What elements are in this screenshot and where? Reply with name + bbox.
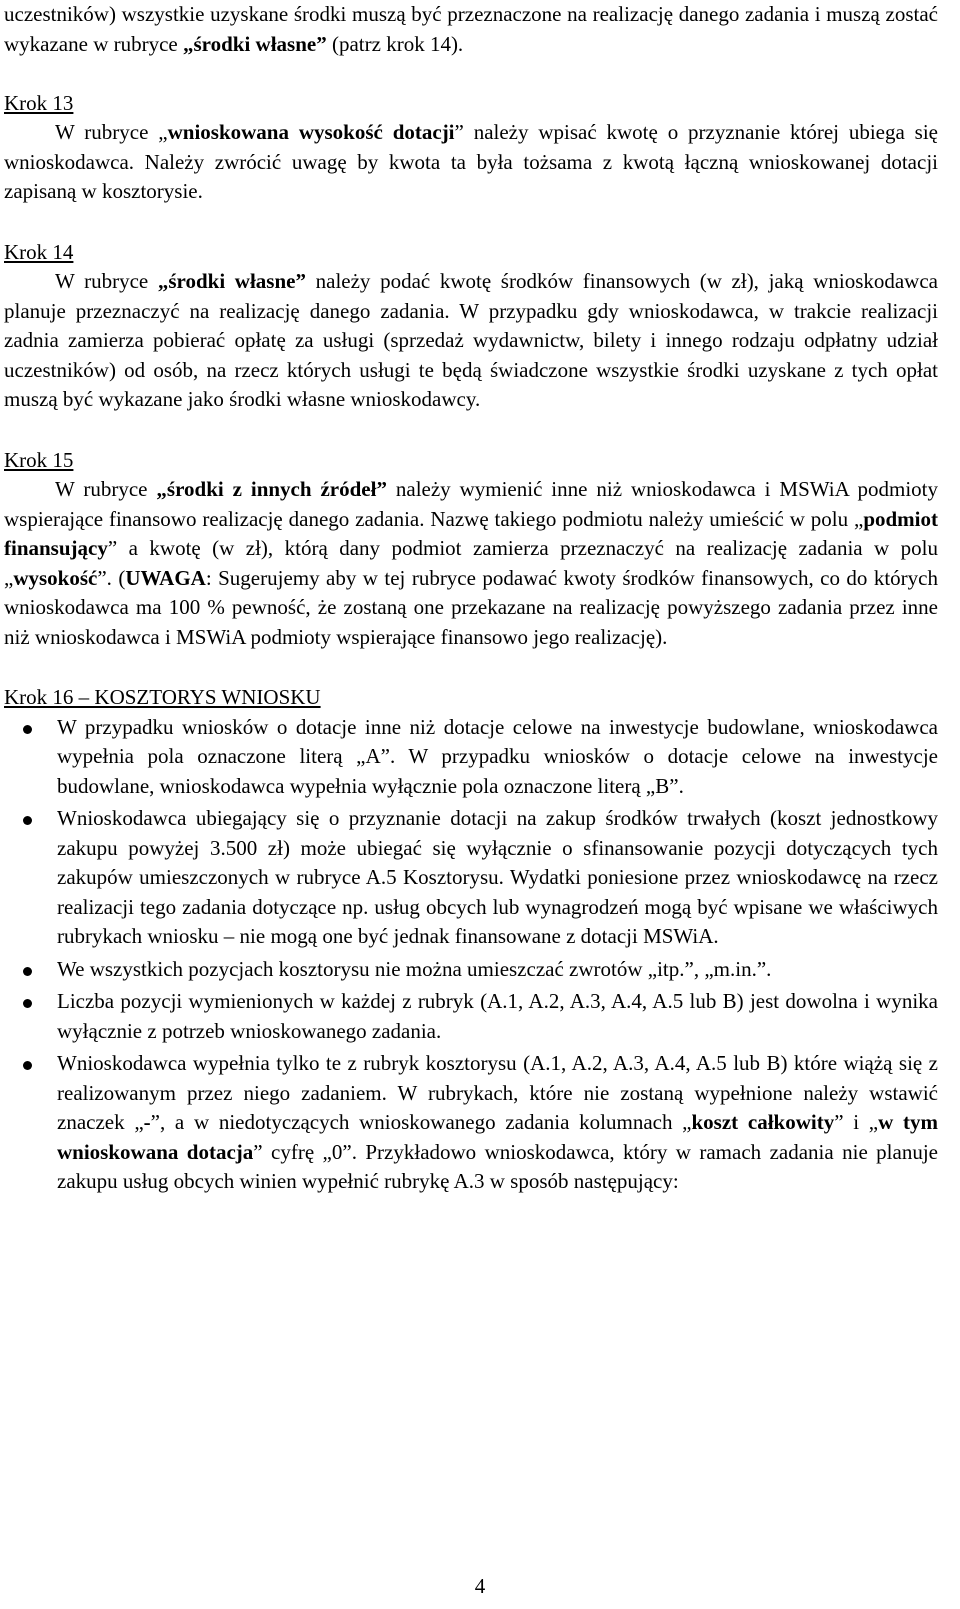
page-number: 4 — [474, 1574, 486, 1598]
list-item — [57, 713, 938, 802]
bullet-icon — [23, 725, 32, 734]
krok-13-text-1: W rubryce „ — [55, 120, 168, 144]
list-item-text: ” i „ — [834, 1110, 879, 1134]
bullet-icon — [23, 1061, 32, 1070]
intro-paragraph — [4, 0, 938, 59]
krok-14-body — [4, 267, 938, 415]
intro-text-1: uczestników) wszystkie uzyskane środki muszą być przeznaczone na realizację danego zadania i muszą zostać wykazane w rubryce — [4, 2, 938, 56]
krok-15-bold-1: „środki z innych źródeł” — [156, 477, 387, 501]
krok-15-body — [4, 475, 938, 652]
section-krok-14 — [4, 238, 938, 415]
krok-13-body — [4, 118, 938, 207]
section-krok-13 — [4, 89, 938, 207]
krok-15-bold-4: UWAGA — [125, 565, 206, 590]
list-item-text: Liczba pozycji wymienionych w każdej z rubryk (A.1, A.2, A.3, A.4, A.5 lub B) jest dowolna i wynika wyłącznie z potrzeb wnioskowanego zadania. — [57, 989, 938, 1043]
list-item — [57, 987, 938, 1046]
intro-bold: „środki własne” — [183, 31, 327, 56]
list-item-text: ” cyfrę „0”. Przykładowo wnioskodawca, który w ramach zadania nie planuje zakupu usług obcych winien wypełnić rubrykę A.3 w sposób następujący: — [57, 1139, 938, 1193]
section-krok-15 — [4, 446, 938, 653]
list-item-text: ”, a w niedotyczących wnioskowanego zadania kolumnach „ — [150, 1110, 692, 1134]
krok-15-text-5: : Sugerujemy aby w tej rubryce podawać kwoty środków finansowych, co do których wnioskodawca ma 100 % pewność, że zostaną one przekazane na realizację powyższego zadania przez inne niż wnioskodawca i MSWiA podmioty wspierające finansowo jego realizację). — [4, 565, 938, 649]
list-item-text: W przypadku wniosków o dotacje inne niż dotacje celowe na inwestycje budowlane, wnioskodawca wypełnia pola oznaczone literą „A”. W przypadku wniosków o dotacje celowe na inwestycje budowlane, wnioskodawca wypełnia wyłącznie pola oznaczone literą „B”. — [57, 714, 938, 798]
heading-krok-15: Krok 15 — [4, 447, 74, 472]
intro-text-2: (patrz krok 14). — [326, 31, 464, 56]
list-item — [57, 804, 938, 952]
list-item-bold: w tym wnioskowana dotacja — [57, 1110, 938, 1164]
list-item — [57, 955, 938, 985]
krok-13-bold-1: wnioskowana wysokość dotacji — [167, 120, 455, 144]
list-item — [57, 1049, 938, 1197]
document-page — [4, 0, 938, 1197]
bullet-icon — [23, 999, 32, 1008]
krok-15-text-1: W rubryce — [55, 477, 157, 501]
krok-15-text-3: ” a kwotę (w zł), którą dany podmiot zamierza przeznaczyć na realizację zadania w polu „ — [4, 536, 938, 590]
krok-14-text-2: należy podać kwotę środków finansowych (w zł), jaką wnioskodawca planuje przeznaczyć na realizację danego zadania. W przypadku gdy wnioskodawca, w trakcie realizacji zadnia zamierza pobierać opłatę za usługi (sprzedaż wydawnictw, bilety i innego rodzaju odpłatny udział uczestników) od osób, na rzecz których usługi te będą świadczone wszystkie środki uzyskane z tych opłat muszą być wykazane jako środki własne wnioskodawcy. — [4, 269, 938, 411]
krok-15-text-2: należy wymienić inne niż wnioskodawca i MSWiA podmioty wspierające finansowo realizację danego zadania. Nazwę takiego podmiotu należy umieścić w polu „ — [4, 477, 938, 531]
krok-14-bold-1: „środki własne” — [157, 269, 306, 293]
list-item-bold: koszt całkowity — [691, 1110, 835, 1134]
krok-15-bold-2: podmiot finansujący — [4, 506, 938, 560]
section-krok-16 — [4, 683, 938, 1197]
list-item-text: Wnioskodawca wypełnia tylko te z rubryk kosztorysu (A.1, A.2, A.3, A.4, A.5 lub B) które wiążą się z realizowanym przez niego zadaniem. W rubrykach, które nie zostaną wypełnione należy wstawić znaczek „ — [57, 1051, 938, 1134]
bullet-icon — [23, 967, 32, 976]
heading-krok-14: Krok 14 — [4, 239, 74, 264]
heading-krok-13: Krok 13 — [4, 90, 74, 115]
list-item-text: Wnioskodawca ubiegający się o przyznanie dotacji na zakup środków trwałych (koszt jednostkowy zakupu powyżej 3.500 zł) może ubiegać się wyłącznie o sfinansowanie pozycji dotyczących tych zakupów umieszczonych w rubryce A.5 Kosztorysu. Wydatki poniesione przez wnioskodawcę na rzecz realizacji tego zadania dotyczące np. usług obcych lub wynagrodzeń mogą być wpisane we właściwych rubrykach wniosku – nie mogą one być jednak finansowane z dotacji MSWiA. — [57, 806, 938, 948]
krok-15-bold-3: wysokość — [13, 565, 98, 590]
heading-krok-16: Krok 16 – KOSZTORYS WNIOSKU — [4, 685, 321, 709]
list-item-bold: - — [143, 1110, 151, 1134]
krok-16-bullet-list — [4, 713, 938, 1197]
krok-13-text-2: ” należy wpisać kwotę o przyznanie której ubiega się wnioskodawca. Należy zwrócić uwagę by kwota ta była tożsama z kwotą łączną wnioskowanej dotacji zapisaną w kosztorysie. — [4, 120, 939, 203]
krok-15-text-4: ”. ( — [97, 565, 126, 590]
krok-14-text-1: W rubryce — [55, 269, 158, 293]
bullet-icon — [23, 816, 32, 825]
list-item-text: We wszystkich pozycjach kosztorysu nie można umieszczać zwrotów „itp.”, „m.in.”. — [57, 956, 772, 981]
